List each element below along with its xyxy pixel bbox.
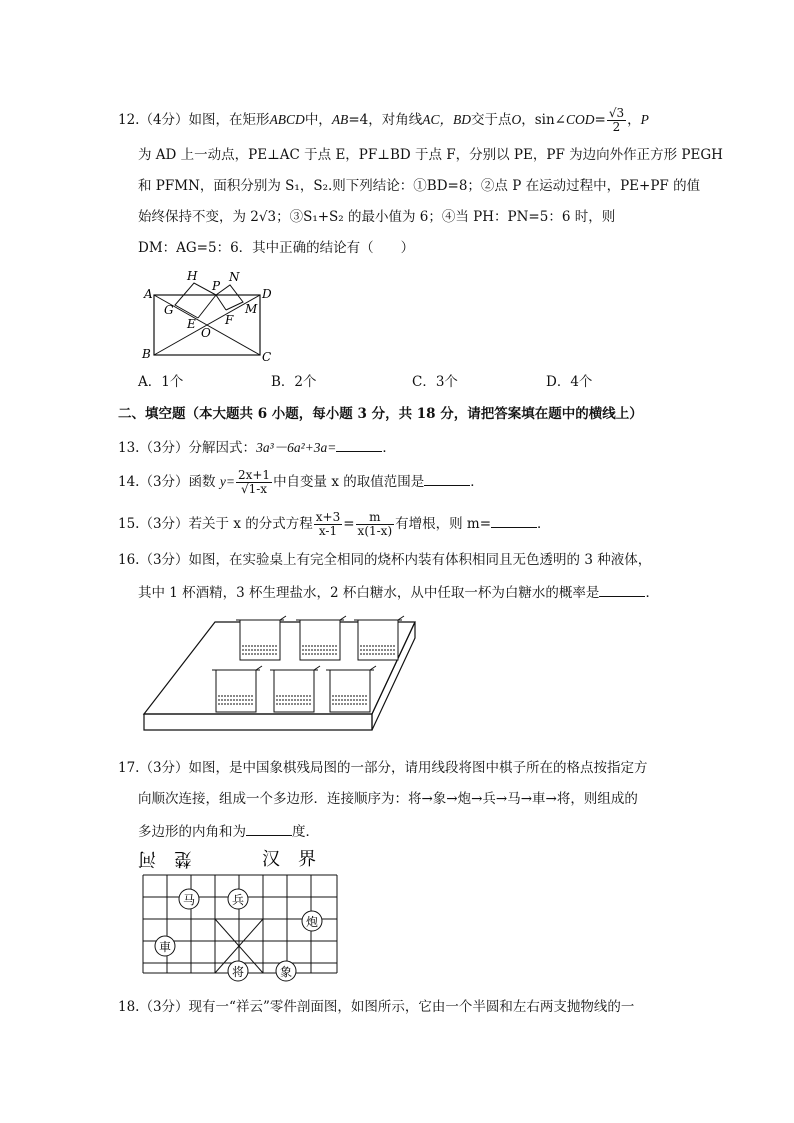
q13-answer-blank[interactable] xyxy=(336,437,382,452)
q16-line2: 其中 1 杯酒精，3 杯生理盐水，2 杯白糖水，从中任取一杯为白糖水的概率是 ． xyxy=(138,582,659,602)
beaker xyxy=(236,616,286,660)
q12-option-a[interactable]: A．1个 xyxy=(138,374,184,390)
svg-text:象: 象 xyxy=(279,965,293,979)
label-o: O xyxy=(201,326,211,340)
q15-fraction-left: $\frac{x+3}{x-1}$ xyxy=(315,510,341,538)
square-pegh xyxy=(175,283,216,318)
chess-piece-jiang xyxy=(228,961,248,981)
label-f: F xyxy=(225,313,234,327)
q12-fraction: $\frac{√3}{2}$ xyxy=(608,106,625,134)
beaker xyxy=(326,666,376,712)
beaker xyxy=(354,616,404,660)
river-left-text: 楚 河 xyxy=(138,848,192,869)
q14-fraction: $\frac{2x+1}{√1-x}$ xyxy=(237,468,271,496)
label-b: B xyxy=(142,347,151,361)
q17-answer-blank[interactable] xyxy=(246,821,292,836)
q13: 13.（3分）分解因式：3a³－6a²+3a= ． xyxy=(118,437,396,457)
q12-figure xyxy=(138,268,278,364)
svg-text:炮: 炮 xyxy=(305,915,319,929)
chess-piece-ju xyxy=(155,936,175,956)
chess-piece-pao xyxy=(302,911,322,931)
q16-lab-table-figure xyxy=(140,612,420,742)
q17-line3: 多边形的内角和为 度． xyxy=(138,821,319,841)
section-heading-fill-in: 二、填空题（本大题共 6 小题，每小题 3 分，共 18 分，请把答案填在题中的横线上） xyxy=(118,406,643,422)
label-p: P xyxy=(212,279,221,293)
q17-line1: 17.（3分）如图，是中国象棋残局图的一部分，请用线段将图中棋子所在的格点按指定方 xyxy=(118,760,648,776)
q12-option-c[interactable]: C．3个 xyxy=(412,374,458,390)
svg-text:将: 将 xyxy=(231,965,245,979)
q12-line4: 始终保持不变，为 2√3；③S₁+S₂ 的最小值为 6；④当 PH：PN=5：6 时，则 xyxy=(138,209,616,225)
label-h: H xyxy=(187,269,198,283)
svg-text:兵: 兵 xyxy=(231,893,245,907)
q12-option-b[interactable]: B．2个 xyxy=(271,374,317,390)
beaker xyxy=(212,666,262,712)
q16-answer-blank[interactable] xyxy=(599,582,645,597)
label-d: D xyxy=(262,287,272,301)
q18-line1: 18.（3分）现有一“祥云”零件剖面图，如图所示，它由一个半圆和左右两支抛物线的一 xyxy=(118,999,635,1015)
label-m: M xyxy=(245,302,258,316)
q14: 14.（3分）函数 y= $\frac{2x+1}{√1-x}$ 中自变量 x 的取值范围是 ． xyxy=(118,468,484,496)
q12-option-d[interactable]: D．4个 xyxy=(546,374,593,390)
segment-pf xyxy=(216,295,226,310)
q16-line1: 16.（3分）如图，在实验桌上有完全相同的烧杯内装有体积相同且无色透明的 3 种液体， xyxy=(118,552,652,568)
label-c: C xyxy=(262,350,272,364)
q12-line5: DM：AG=5：6．其中正确的结论有（ ） xyxy=(138,240,415,256)
q15-fraction-right: $\frac{m}{x(1-x)}$ xyxy=(357,510,393,538)
label-g: G xyxy=(164,303,174,317)
label-e: E xyxy=(187,317,196,331)
svg-text:車: 車 xyxy=(158,940,172,954)
q12-line3: 和 PFMN，面积分别为 S₁，S₂.则下列结论：①BD=8；②点 P 在运动过程中，PE+PF 的值 xyxy=(138,178,701,194)
q12-line1: 12.（4分）如图，在矩形ABCD中，AB=4，对角线AC，BD交于点O，sin∠COD= $\frac{√3}{2}$ ，P xyxy=(118,106,649,134)
q17-line2: 向顺次连接，组成一个多边形．连接顺序为：将→象→炮→兵→马→車→将，则组成的 xyxy=(138,791,638,807)
q15-answer-blank[interactable] xyxy=(491,513,537,528)
chess-piece-ma xyxy=(179,889,199,909)
svg-text:马: 马 xyxy=(182,893,196,907)
table-front xyxy=(144,714,372,730)
q12-line2: 为 AD 上一动点，PE⊥AC 于点 E，PF⊥BD 于点 F，分别以 PE，PF 为边向外作正方形 PEGH xyxy=(138,147,723,163)
chess-piece-xiang xyxy=(276,961,296,981)
q15: 15.（3分）若关于 x 的分式方程 $\frac{x+3}{x-1}$ = $\frac{m}{x(1-x)}$ 有增根，则 m= ． xyxy=(118,510,551,538)
chess-piece-bing xyxy=(228,889,248,909)
river-right-text: 汉 界 xyxy=(262,849,316,870)
beaker xyxy=(296,616,346,660)
q14-answer-blank[interactable] xyxy=(424,471,470,486)
beaker xyxy=(270,666,320,712)
segment-pe xyxy=(198,295,216,318)
q17-chess-board-figure xyxy=(140,845,350,980)
label-a: A xyxy=(144,287,153,301)
label-n: N xyxy=(229,270,240,284)
